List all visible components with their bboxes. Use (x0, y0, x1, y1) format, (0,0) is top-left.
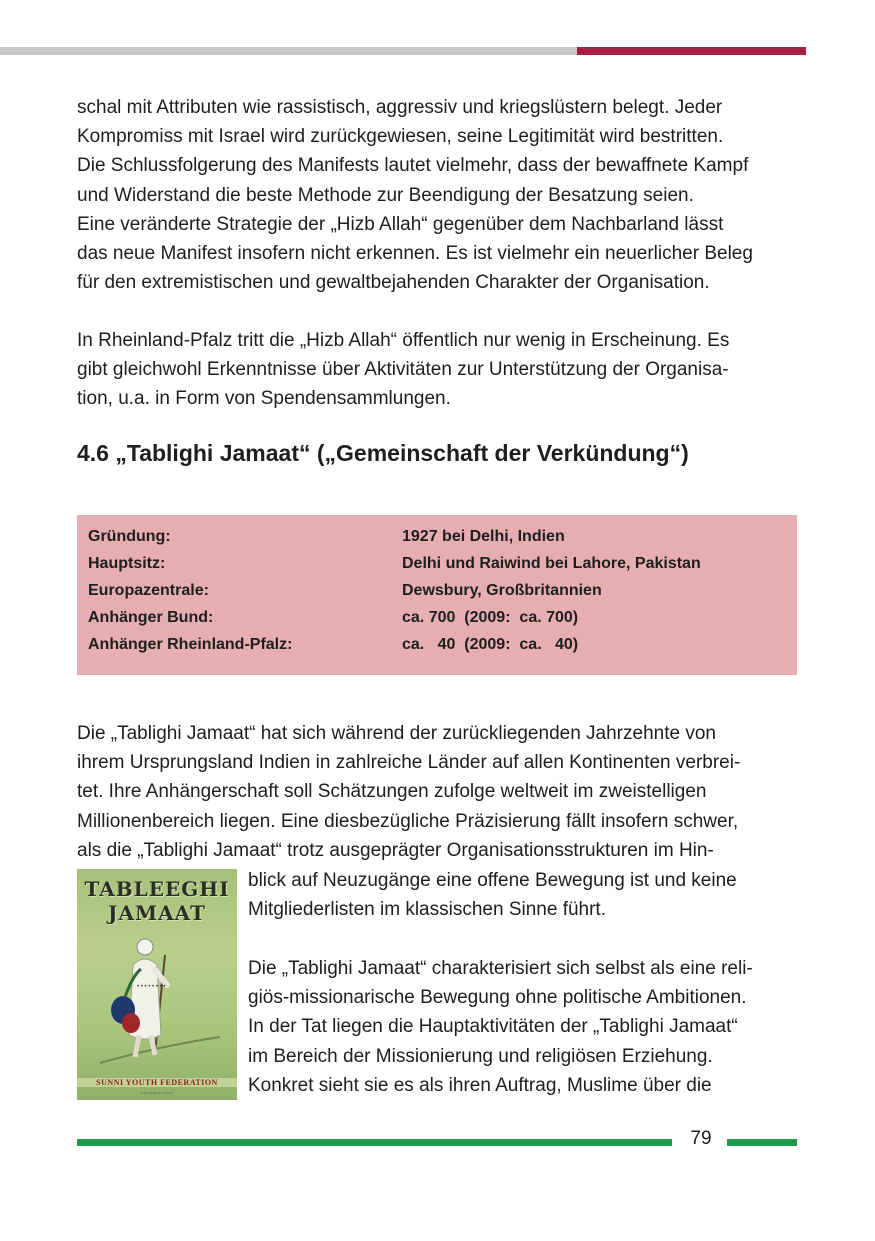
cover-title-line1: TABLEEGHI (84, 877, 230, 901)
text-line: als die „Tablighi Jamaat“ trotz ausgeprägter Organisationsstrukturen im Hin- (77, 839, 714, 861)
text-line: tet. Ihre Anhängerschaft soll Schätzungen zufolge weltweit im zweistelligen (77, 781, 707, 803)
text-line: das neue Manifest insofern nicht erkennen. Es ist vielmehr ein neuerlicher Beleg (77, 243, 753, 265)
fact-value: ca. 40 (2009: ca. 40) (402, 636, 579, 653)
paragraph-tablighi-intro (77, 719, 799, 865)
text-line: blick auf Neuzugänge eine offene Bewegung ist und keine (248, 870, 737, 891)
walking-figure-illustration (95, 925, 225, 1075)
paragraph-rheinland-pfalz (77, 326, 799, 414)
text-line: für den extremistischen und gewaltbejahenden Charakter der Organisation. (77, 272, 710, 294)
fact-box (77, 515, 797, 675)
text-line: In Rheinland-Pfalz tritt die „Hizb Allah“ öffentlich nur wenig in Erscheinung. Es (77, 330, 730, 351)
fact-value: 1927 bei Delhi, Indien (402, 528, 565, 545)
page-number: 79 (690, 1128, 712, 1149)
fact-value: ca. 700 (2009: ca. 700) (402, 609, 579, 626)
text-line: In der Tat liegen die Hauptaktivitäten der „Tablighi Jamaat“ (248, 1016, 738, 1038)
text-line: Die „Tablighi Jamaat“ hat sich während der zurückliegenden Jahrzehnte von (77, 723, 716, 744)
text-line: Eine veränderte Strategie der „Hizb Allah“ gegenüber dem Nachbarland lässt (77, 213, 724, 235)
fact-row-hauptsitz (88, 551, 788, 577)
paragraph-tablighi-membership (248, 866, 808, 924)
cover-subtitle: • • • • • • • • (137, 984, 166, 990)
book-cover-image (77, 869, 237, 1100)
cover-title-line2: JAMAAT (108, 901, 206, 925)
fact-row-anhaenger-bund (88, 605, 788, 631)
fact-value: Delhi und Raiwind bei Lahore, Pakistan (402, 555, 701, 572)
fact-label: Anhänger Bund: (88, 609, 214, 626)
text-line: giös-missionarische Bewegung ohne politische Ambitionen. (248, 987, 747, 1009)
fact-value: Dewsbury, Großbritannien (402, 582, 602, 599)
fact-label: Anhänger Rheinland-Pfalz: (88, 636, 293, 653)
text-line: Die Schlussfolgerung des Manifests lautet vielmehr, dass der bewaffnete Kampf (77, 155, 749, 177)
text-line: und Widerstand die beste Methode zur Beendigung der Besatzung seien. (77, 184, 694, 206)
footer-bar-left (77, 1139, 672, 1146)
footer-bar-right (727, 1139, 797, 1146)
fact-label: Europazentrale: (88, 582, 209, 599)
fact-row-anhaenger-rlp (88, 632, 788, 658)
text-line: Die „Tablighi Jamaat“ charakterisiert sich selbst als eine reli- (248, 958, 753, 979)
fact-row-gruendung (88, 524, 788, 550)
header-bar-red (577, 47, 806, 55)
paragraph-tablighi-self-description (248, 954, 808, 1100)
fact-label: Hauptsitz: (88, 555, 166, 572)
fact-row-europazentrale (88, 578, 788, 604)
text-line: Mitgliederlisten im klassischen Sinne führt. (248, 899, 606, 921)
section-heading: 4.6 „Tablighi Jamaat“ („Gemeinschaft der Verkündung“) (77, 440, 689, 466)
paragraph-hizb-allah-manifest (77, 93, 799, 297)
text-line: Millionenbereich liegen. Eine diesbezügliche Präzisierung fällt insofern schwer, (77, 810, 739, 832)
text-line: schal mit Attributen wie rassistisch, aggressiv und kriegslüstern belegt. Jeder (77, 97, 723, 118)
cover-publisher: SUNNI YOUTH FEDERATION (77, 1078, 237, 1087)
text-line: Kompromiss mit Israel wird zurückgewiesen, seine Legitimität wird bestritten. (77, 126, 724, 148)
text-line: im Bereich der Missionierung und religiösen Erziehung. (248, 1045, 713, 1067)
header-bar-gray (0, 47, 577, 55)
text-line: gibt gleichwohl Erkenntnisse über Aktivitäten zur Unterstützung der Organisa- (77, 359, 729, 381)
fact-label: Gründung: (88, 528, 171, 545)
text-line: Konkret sieht sie es als ihren Auftrag, Muslime über die (248, 1074, 712, 1096)
text-line: tion, u.a. in Form von Spendensammlungen. (77, 388, 451, 410)
cover-address-line: • • • • • • • • • • • • • (141, 1090, 173, 1095)
text-line: ihrem Ursprungsland Indien in zahlreiche Länder auf allen Kontinenten verbrei- (77, 752, 741, 774)
